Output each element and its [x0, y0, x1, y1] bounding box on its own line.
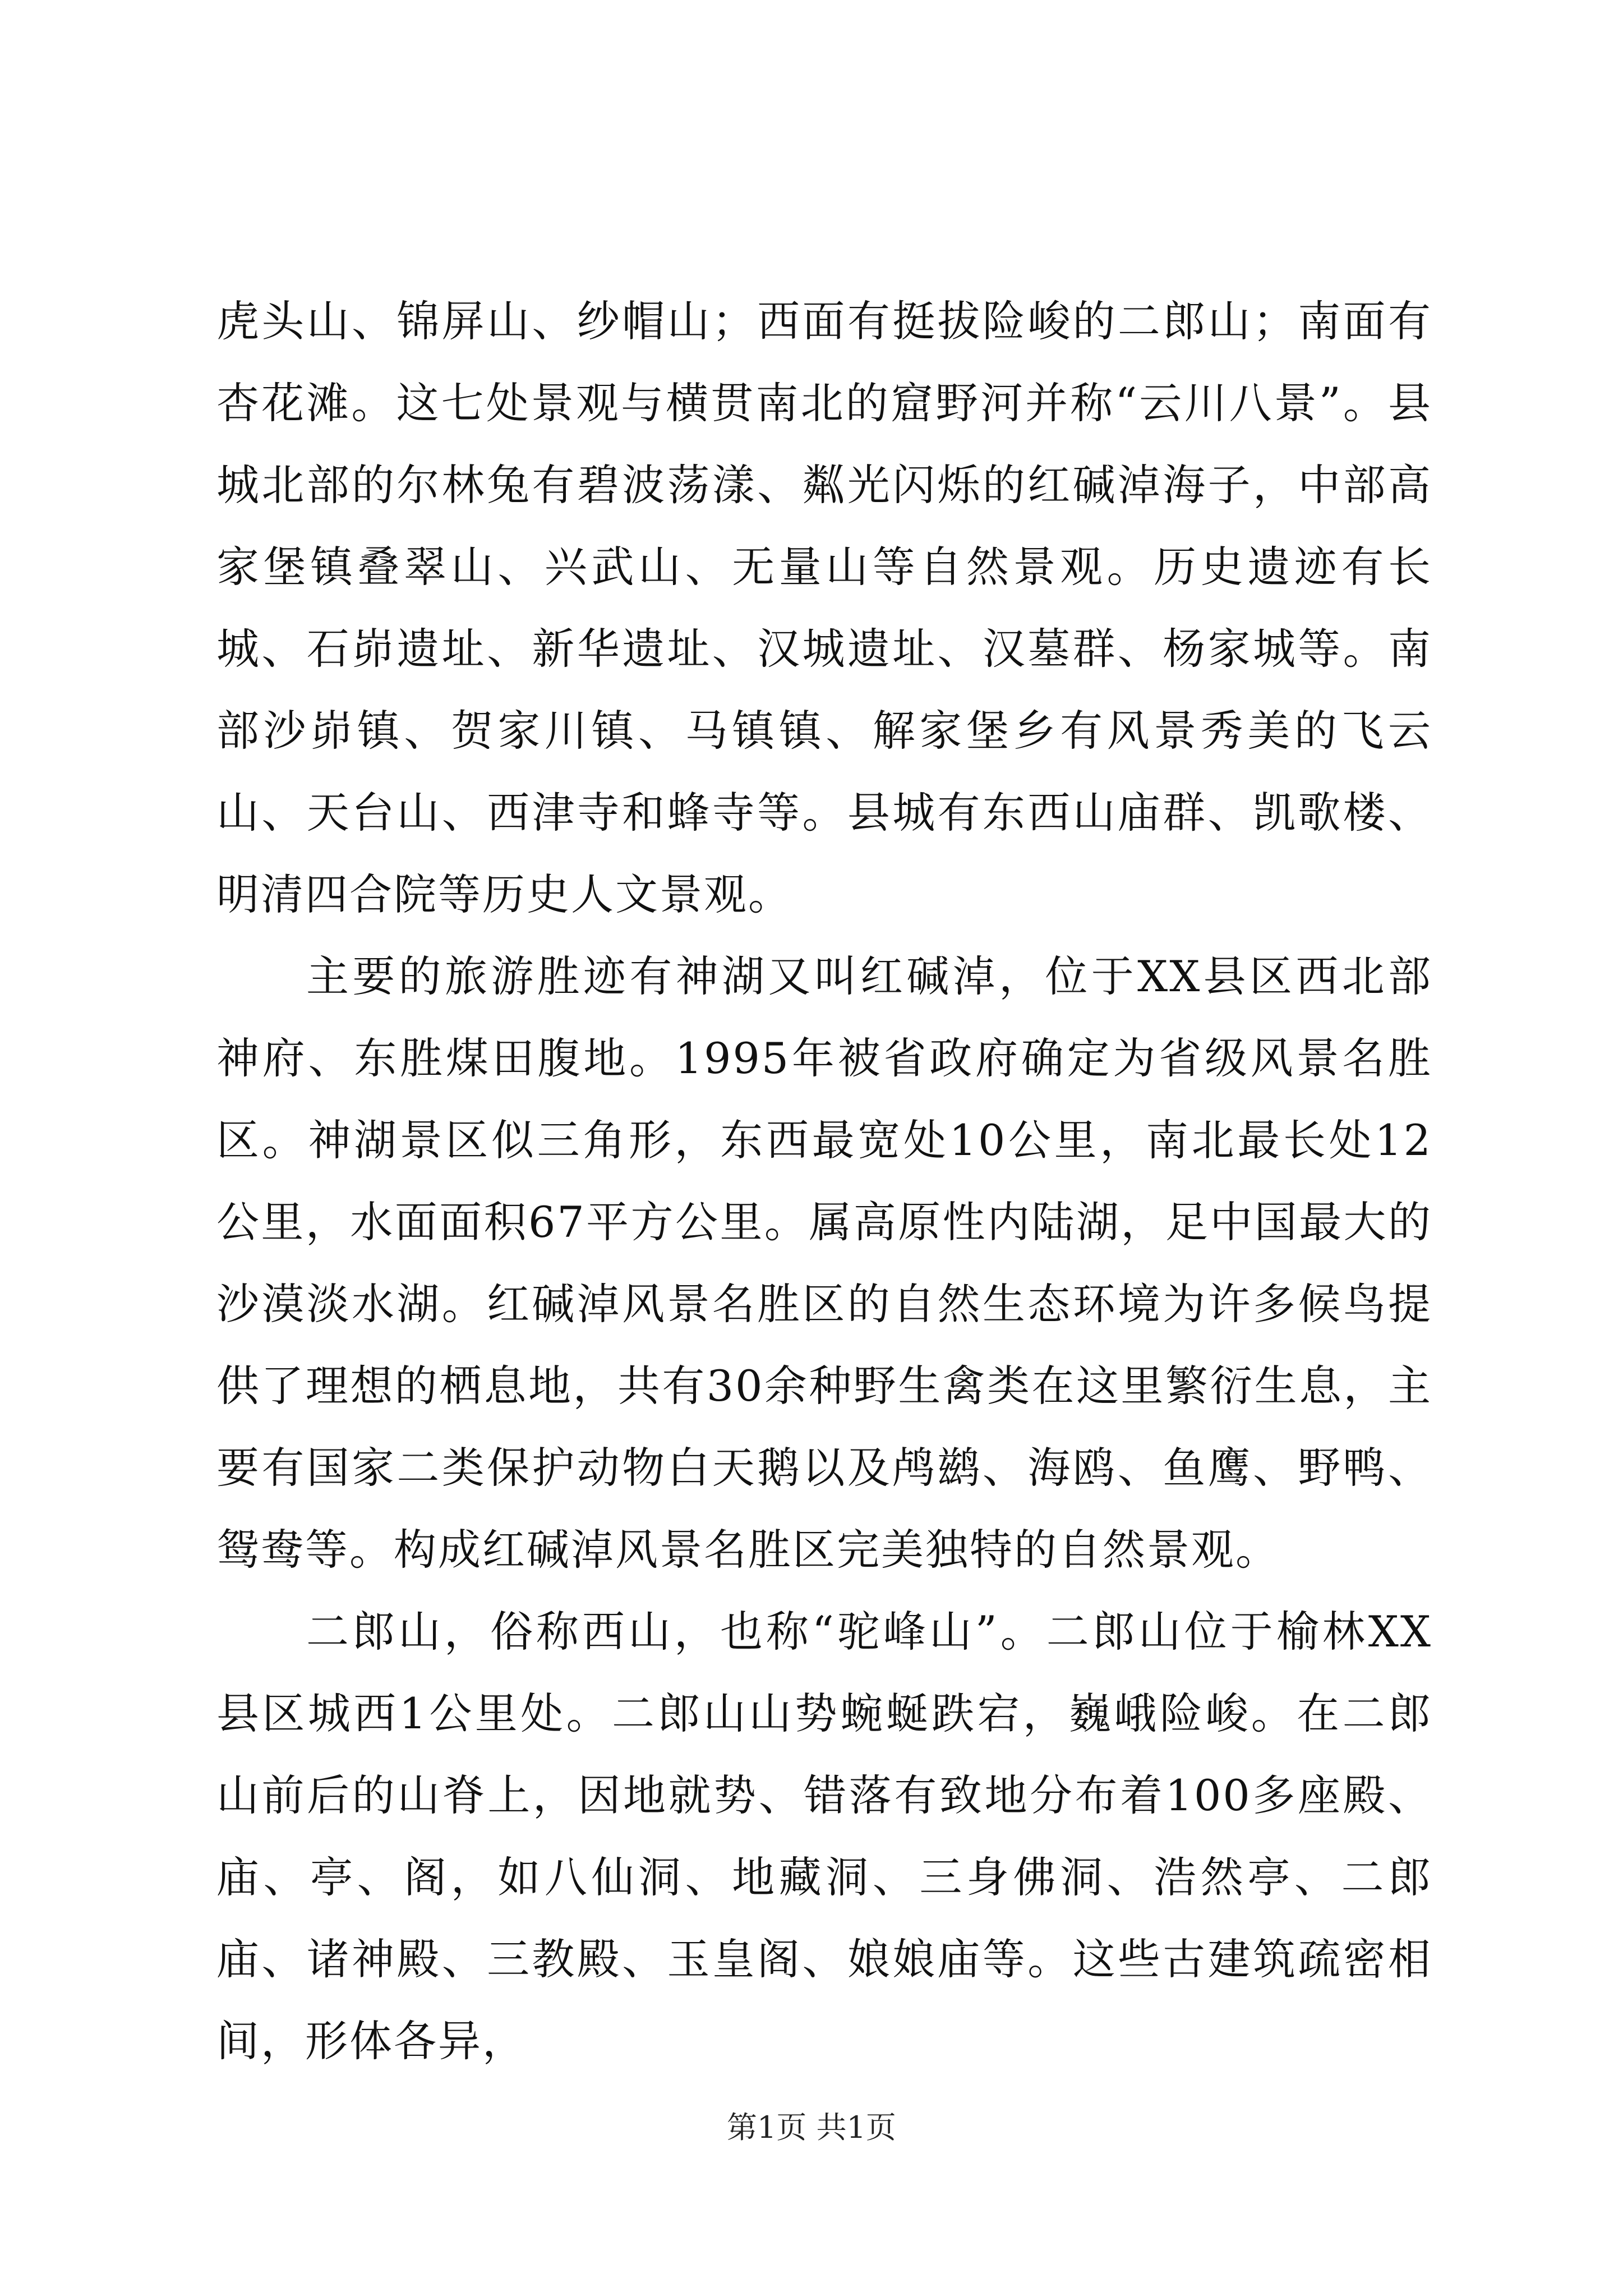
paragraph-red-alkali-lake: 主要的旅游胜迹有神湖又叫红碱淖，位于XX县区西北部神府、东胜煤田腹地。1995年被省政府确定为省级风景名胜区。神湖景区似三角形，东西最宽处10公里，南北最长处12公里，水面面积67平方公里。属高原性内陆湖，足中国最大的沙漠淡水湖。红碱淖风景名胜区的自然生态环境为许多候鸟提供了理想的栖息地，共有30余种野生禽类在这里繁衍生息，主要有国家二类保护动物白天鹅以及鸬鹚、海鸥、鱼鹰、野鸭、鸳鸯等。构成红碱淖风景名胜区完美独特的自然景观。 [216, 951, 1432, 1575]
page-footer: 第1页 共1页 [727, 2110, 896, 2145]
paragraph-erlang-mountain: 二郎山，俗称西山，也称“驼峰山”。二郎山位于榆林XX县区城西1公里处。二郎山山势蜿蜒跌宕，巍峨险峻。在二郎山前后的山脊上，因地就势、错落有致地分布着100多座殿、庙、亭、阁，如八仙洞、地藏洞、三身佛洞、浩然亭、二郎庙、诸神殿、三教殿、玉皇阁、娘娘庙等。这些古建筑疏密相间，形体各异， [216, 1607, 1432, 2066]
document-body [216, 280, 1432, 2082]
paragraph-continuation: 虎头山、锦屏山、纱帽山；西面有挺拔险峻的二郎山；南面有杏花滩。这七处景观与横贯南北的窟野河并称“云川八景”。县城北部的尔林兔有碧波荡漾、粼光闪烁的红碱淖海子，中部高家堡镇叠翠山、兴武山、无量山等自然景观。历史遗迹有长城、石峁遗址、新华遗址、汉城遗址、汉墓群、杨家城等。南部沙峁镇、贺家川镇、马镇镇、解家堡乡有风景秀美的飞云山、天台山、西津寺和蜂寺等。县城有东西山庙群、凯歌楼、明清四合院等历史人文景观。 [216, 296, 1432, 919]
